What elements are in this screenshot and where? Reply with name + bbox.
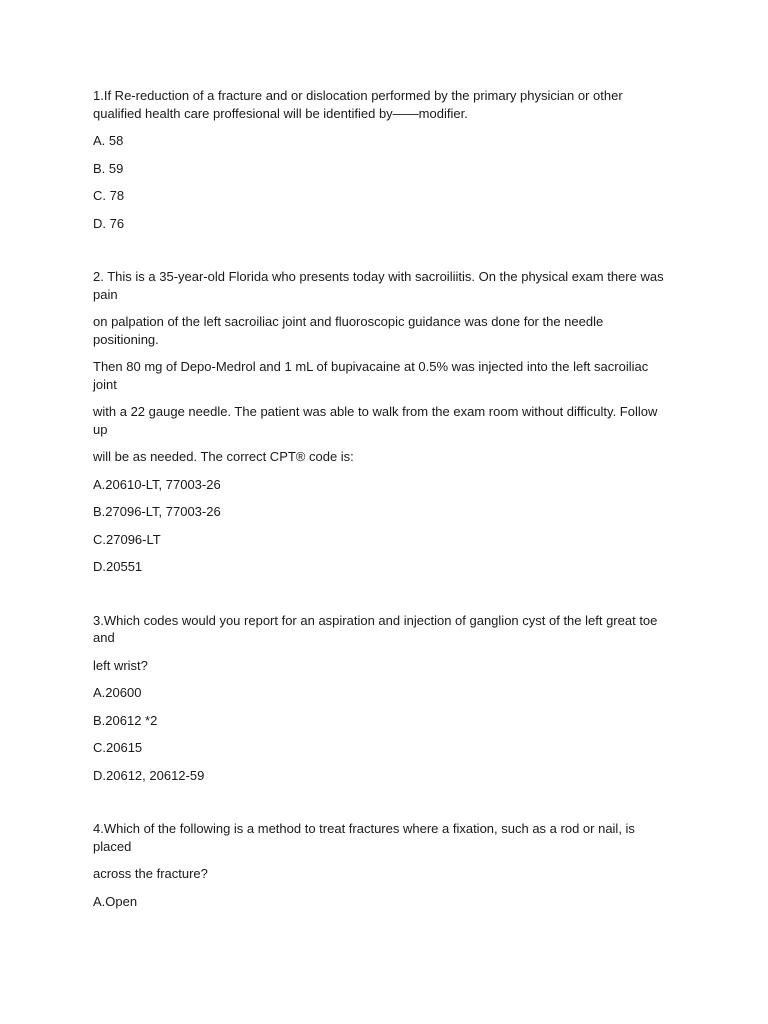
option-a: A. 58 [93,133,124,148]
question-stem-line: across the fracture? [93,866,208,881]
question-spacer [93,242,668,268]
question-spacer [93,586,668,612]
question-stem-line: will be as needed. The correct CPT® code is: [93,449,354,464]
option-a: A.20600 [93,685,142,700]
option-c: C. 78 [93,188,125,203]
option-a: A.Open [93,893,138,909]
option-d: D.20551 [93,559,143,574]
option-b: B.20612 *2 [93,712,158,728]
option-b: B. 59 [93,160,124,176]
question-stem-line: 4.Which of the following is a method to treat fractures where a fixation, such as a rod or nail, is placed [93,821,635,854]
question-4 [93,820,668,910]
question-stem-line: 2. This is a 35-year-old Florida who presents today with sacroiliitis. On the physical exam there was pain [93,269,664,302]
option-a: A.20610-LT, 77003-26 [93,476,221,492]
option-d: D. 76 [93,215,125,231]
question-stem-line: on palpation of the left sacroiliac joint and fluoroscopic guidance was done for the needle positioning. [93,314,604,347]
question-stem-line: Then 80 mg of Depo-Medrol and 1 mL of bupivacaine at 0.5% was injected into the left sacroiliac joint [93,359,649,392]
question-spacer [93,794,668,820]
option-d: D.20612, 20612-59 [93,767,205,783]
question-stem-line: with a 22 gauge needle. The patient was able to walk from the exam room without difficulty. Follow up [93,404,658,437]
question-1 [93,87,668,232]
question-stem-line: 3.Which codes would you report for an aspiration and injection of ganglion cyst of the left great toe and [93,612,658,645]
document-page [93,87,668,920]
option-b: B.27096-LT, 77003-26 [93,504,221,519]
question-stem: 1.If Re-reduction of a fracture and or dislocation performed by the primary physician or other qualified health care proffesional will be identified by——modifier. [93,88,623,121]
question-2 [93,268,668,576]
option-c: C.20615 [93,740,143,755]
question-3 [93,612,668,785]
option-c: C.27096-LT [93,531,161,547]
question-stem-line: left wrist? [93,657,148,673]
